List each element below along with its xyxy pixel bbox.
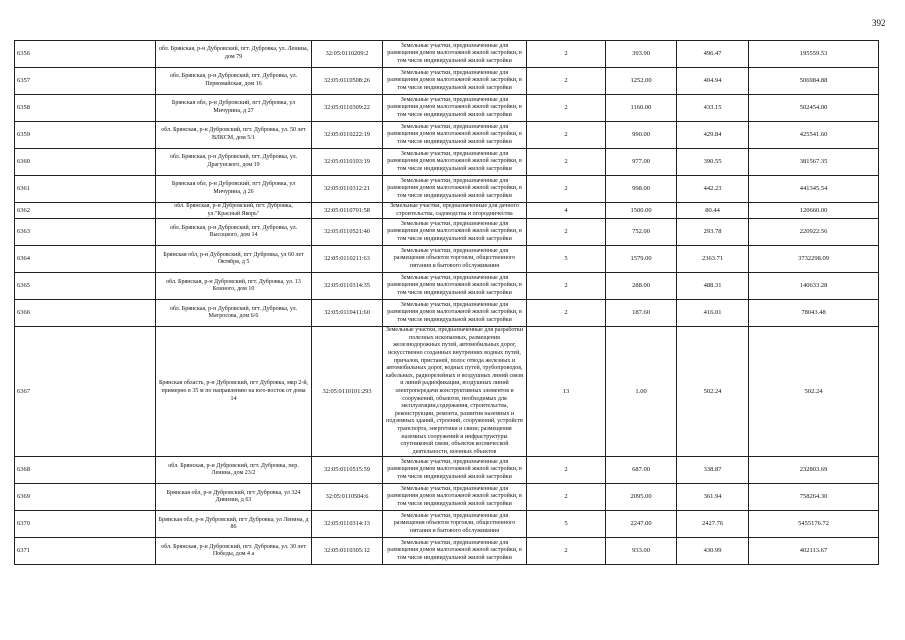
cadastral-number-cell: 32:05:0110101:293 (312, 327, 383, 457)
cadastral-number-cell: 32:05:0110411:60 (312, 300, 383, 327)
page-number: 392 (872, 18, 886, 28)
cadastral-number-cell: 32:05:0110515:59 (312, 457, 383, 484)
cadastral-number-cell: 32:05:0110314:35 (312, 273, 383, 300)
cadastral-value-cell: 78043.48 (749, 300, 879, 327)
specific-value-cell: 80.44 (677, 203, 749, 219)
specific-value-cell: 429.84 (677, 122, 749, 149)
land-use-cell: Земельные участки, предназначенные для размещения объектов торговли, общественного питания и бытового обслуживания (383, 246, 527, 273)
area-cell: 1.00 (606, 327, 677, 457)
area-cell: 1252.00 (606, 68, 677, 95)
area-cell: 393.90 (606, 41, 677, 68)
use-category-cell: 2 (527, 219, 606, 246)
cadastral-value-cell: 506984.88 (749, 68, 879, 95)
use-category-cell: 4 (527, 203, 606, 219)
cadastral-number-cell: 32:05:0110305:12 (312, 538, 383, 565)
land-use-cell: Земельные участки, предназначенные для размещения домов малоэтажной жилой застройки, в том числе индивидуальной жилой застройки (383, 219, 527, 246)
land-use-cell: Земельные участки, предназначенные для размещения домов малоэтажной жилой застройки, в том числе индивидуальной жилой застройки (383, 122, 527, 149)
cadastral-number-cell: 32:05:0110314:13 (312, 511, 383, 538)
specific-value-cell: 361.94 (677, 484, 749, 511)
cadastral-value-cell: 3732298.09 (749, 246, 879, 273)
cadastral-number-cell: 32:05:0110309:22 (312, 95, 383, 122)
cadastral-value-cell: 120660.00 (749, 203, 879, 219)
specific-value-cell: 2427.76 (677, 511, 749, 538)
address-cell: обл. Брянская, р-н Дубровский, пгт. Дубровка, пер. Ленина, дом 23/2 (156, 457, 312, 484)
land-use-cell: Земельные участки, предназначенные для размещения домов малоэтажной жилой застройки, в том числе индивидуальной жилой застройки (383, 68, 527, 95)
use-category-cell: 2 (527, 300, 606, 327)
address-cell: обл. Брянская, р-н Дубровский, пгт. Дубровка, ул. 13 Конного, дом 10 (156, 273, 312, 300)
cadastral-value-cell: 402113.67 (749, 538, 879, 565)
specific-value-cell: 433.15 (677, 95, 749, 122)
specific-value-cell: 338.87 (677, 457, 749, 484)
use-category-cell: 2 (527, 457, 606, 484)
table-row (15, 41, 879, 68)
table-row (15, 149, 879, 176)
use-category-cell: 5 (527, 511, 606, 538)
cadastral-value-cell: 502454.00 (749, 95, 879, 122)
area-cell: 977.00 (606, 149, 677, 176)
specific-value-cell: 488.31 (677, 273, 749, 300)
cadastral-number-cell: 32:05:0110521:40 (312, 219, 383, 246)
land-use-cell: Земельные участки, предназначенные для размещения домов малоэтажной жилой застройки, в том числе индивидуальной жилой застройки (383, 484, 527, 511)
land-use-cell: Земельные участки, предназначенные для разработки полезных ископаемых, размещения железнодорожных путей, автомобильных дорог, искусственно созданных внутренних водных путей, причалов, пристаней, полос отвода железных и автомобильных дорог, водных путей, трубопроводов, кабельных, радиорелейных и воздушных линий связи и линий радиофикации, воздушных линий электропередачи конструктивных элементов и сооружений, объектов, необходимых для эксплуатации,содержания, строительства, реконструкции, ремонта, развития наземных и подземных зданий, строений, сооружений, устройств транспорта, энергетики и связи; размещения наземных сооружений и инфраструктуры спутниковой связи, объектов космической деятельности, военных объектов (383, 327, 527, 457)
use-category-cell: 2 (527, 41, 606, 68)
use-category-cell: 2 (527, 122, 606, 149)
cadastral-number-cell: 32:05:0110508:26 (312, 68, 383, 95)
address-cell: Брянская обл, р-н Дубровский, пгт Дубровка, ул Ленина, д 86 (156, 511, 312, 538)
address-cell: Брянская обл, р-н Дубровский, пгт Дубровка, ул Мичурина, д 27 (156, 95, 312, 122)
specific-value-cell: 430.99 (677, 538, 749, 565)
record-number-cell: 6361 (15, 176, 156, 203)
land-use-cell: Земельные участки, предназначенные для размещения домов малоэтажной жилой застройки, в том числе индивидуальной жилой застройки (383, 41, 527, 68)
specific-value-cell: 293.78 (677, 219, 749, 246)
cadastral-number-cell: 32:05:0110701:58 (312, 203, 383, 219)
land-use-cell: Земельные участки, предназначенные для дачного строительства, садоводства и огородничества (383, 203, 527, 219)
area-cell: 1500.00 (606, 203, 677, 219)
land-use-cell: Земельные участки, предназначенные для размещения домов малоэтажной жилой застройки, в том числе индивидуальной жилой застройки (383, 538, 527, 565)
address-cell: Брянская обл, р-н Дубровский, пгт Дубровка, ул Мичурина, д 26 (156, 176, 312, 203)
table-row (15, 219, 879, 246)
specific-value-cell: 502.24 (677, 327, 749, 457)
table-row (15, 122, 879, 149)
area-cell: 998.00 (606, 176, 677, 203)
record-number-cell: 6357 (15, 68, 156, 95)
area-cell: 687.00 (606, 457, 677, 484)
table-row (15, 511, 879, 538)
area-cell: 187.60 (606, 300, 677, 327)
area-cell: 2095.00 (606, 484, 677, 511)
land-use-cell: Земельные участки, предназначенные для размещения домов малоэтажной жилой застройки, в том числе индивидуальной жилой застройки (383, 457, 527, 484)
table-row (15, 538, 879, 565)
record-number-cell: 6365 (15, 273, 156, 300)
address-cell: обл. Брянская, р-н Дубровский, пгт. Дубровка, ул. Ленина, дом 79 (156, 41, 312, 68)
use-category-cell: 2 (527, 176, 606, 203)
record-number-cell: 6371 (15, 538, 156, 565)
address-cell: Брянская обл, р-н Дубровский, пгт Дубровка, ул 60 лет Октября, д 5 (156, 246, 312, 273)
cadastral-value-cell: 140633.28 (749, 273, 879, 300)
cadastral-value-cell: 195559.53 (749, 41, 879, 68)
specific-value-cell: 442.23 (677, 176, 749, 203)
specific-value-cell: 496.47 (677, 41, 749, 68)
cadastral-value-cell: 425541.60 (749, 122, 879, 149)
cadastral-number-cell: 32:05:0110312:21 (312, 176, 383, 203)
address-cell: обл. Брянская, р-н Дубровский, пгт. Дубровка, ул. Матросова, дом 6/6 (156, 300, 312, 327)
table-row (15, 246, 879, 273)
use-category-cell: 2 (527, 68, 606, 95)
area-cell: 2247.00 (606, 511, 677, 538)
area-cell: 990.00 (606, 122, 677, 149)
cadastral-value-cell: 232803.69 (749, 457, 879, 484)
land-use-cell: Земельные участки, предназначенные для размещения домов малоэтажной жилой застройки, в том числе индивидуальной жилой застройки (383, 95, 527, 122)
table-body (15, 41, 879, 565)
table-row (15, 273, 879, 300)
cadastral-number-cell: 32:05:0110504:6 (312, 484, 383, 511)
record-number-cell: 6370 (15, 511, 156, 538)
cadastral-value-cell: 381567.35 (749, 149, 879, 176)
specific-value-cell: 416.01 (677, 300, 749, 327)
table-row (15, 95, 879, 122)
record-number-cell: 6367 (15, 327, 156, 457)
record-number-cell: 6369 (15, 484, 156, 511)
use-category-cell: 2 (527, 149, 606, 176)
area-cell: 1579.00 (606, 246, 677, 273)
land-use-cell: Земельные участки, предназначенные для размещения домов малоэтажной жилой застройки, в том числе индивидуальной жилой застройки (383, 300, 527, 327)
use-category-cell: 2 (527, 95, 606, 122)
area-cell: 288.00 (606, 273, 677, 300)
record-number-cell: 6359 (15, 122, 156, 149)
land-use-cell: Земельные участки, предназначенные для размещения объектов торговли, общественного питания и бытового обслуживания (383, 511, 527, 538)
record-number-cell: 6358 (15, 95, 156, 122)
specific-value-cell: 404.94 (677, 68, 749, 95)
use-category-cell: 2 (527, 484, 606, 511)
address-cell: обл. Брянская, р-н Дубровский, пгт. Дубровка, ул."Красный Якорь" (156, 203, 312, 219)
cadastral-value-cell: 758264.30 (749, 484, 879, 511)
record-number-cell: 6368 (15, 457, 156, 484)
table-row (15, 300, 879, 327)
table-row (15, 203, 879, 219)
use-category-cell: 2 (527, 273, 606, 300)
land-use-cell: Земельные участки, предназначенные для размещения домов малоэтажной жилой застройки, в том числе индивидуальной жилой застройки (383, 176, 527, 203)
address-cell: обл. Брянская, р-н Дубровский, пгт. Дубровка, ул. 50 лет ВЛКСМ, дом 5/1 (156, 122, 312, 149)
address-cell: обл. Брянская, р-н Дубровский, пгт. Дубровка, ул. Драгунского, дом 19 (156, 149, 312, 176)
address-cell: Брянская область, р-н Дубровский, пгт Дубровка, мкр 2-й, примерно в 35 м по направлению на юго-восток от дома 14 (156, 327, 312, 457)
cadastral-value-cell: 441345.54 (749, 176, 879, 203)
table-row (15, 484, 879, 511)
area-cell: 1160.00 (606, 95, 677, 122)
record-number-cell: 6360 (15, 149, 156, 176)
record-number-cell: 6363 (15, 219, 156, 246)
record-number-cell: 6364 (15, 246, 156, 273)
area-cell: 752.00 (606, 219, 677, 246)
specific-value-cell: 390.55 (677, 149, 749, 176)
table-row (15, 457, 879, 484)
cadastral-value-cell: 502.24 (749, 327, 879, 457)
cadastral-value-cell: 5455176.72 (749, 511, 879, 538)
use-category-cell: 13 (527, 327, 606, 457)
table-row (15, 327, 879, 457)
use-category-cell: 2 (527, 538, 606, 565)
cadastral-number-cell: 32:05:0110209:2 (312, 41, 383, 68)
cadastral-number-cell: 32:05:0110211:63 (312, 246, 383, 273)
cadastral-number-cell: 32:05:0110103:19 (312, 149, 383, 176)
record-number-cell: 6356 (15, 41, 156, 68)
cadastral-value-cell: 220922.56 (749, 219, 879, 246)
address-cell: Брянская обл, р-н Дубровский, пгт Дубровка, ул 324 Дивизии, д 63 (156, 484, 312, 511)
cadastral-number-cell: 32:05:0110222:19 (312, 122, 383, 149)
land-use-cell: Земельные участки, предназначенные для размещения домов малоэтажной жилой застройки, в том числе индивидуальной жилой застройки (383, 273, 527, 300)
land-use-cell: Земельные участки, предназначенные для размещения домов малоэтажной жилой застройки, в том числе индивидуальной жилой застройки (383, 149, 527, 176)
specific-value-cell: 2363.71 (677, 246, 749, 273)
table-row (15, 176, 879, 203)
table-row (15, 68, 879, 95)
area-cell: 933.00 (606, 538, 677, 565)
address-cell: обл. Брянская, р-н Дубровский, пгт. Дубровка, ул. Высоцкого, дом 14 (156, 219, 312, 246)
cadastral-value-table (14, 40, 879, 565)
record-number-cell: 6366 (15, 300, 156, 327)
address-cell: обл. Брянская, р-н Дубровский, пгт. Дубровка, ул. Первомайская, дом 16 (156, 68, 312, 95)
record-number-cell: 6362 (15, 203, 156, 219)
use-category-cell: 5 (527, 246, 606, 273)
address-cell: обл. Брянская, р-н Дубровский, пгт. Дубровка, ул. 30 лет Победы, дом 4 а (156, 538, 312, 565)
